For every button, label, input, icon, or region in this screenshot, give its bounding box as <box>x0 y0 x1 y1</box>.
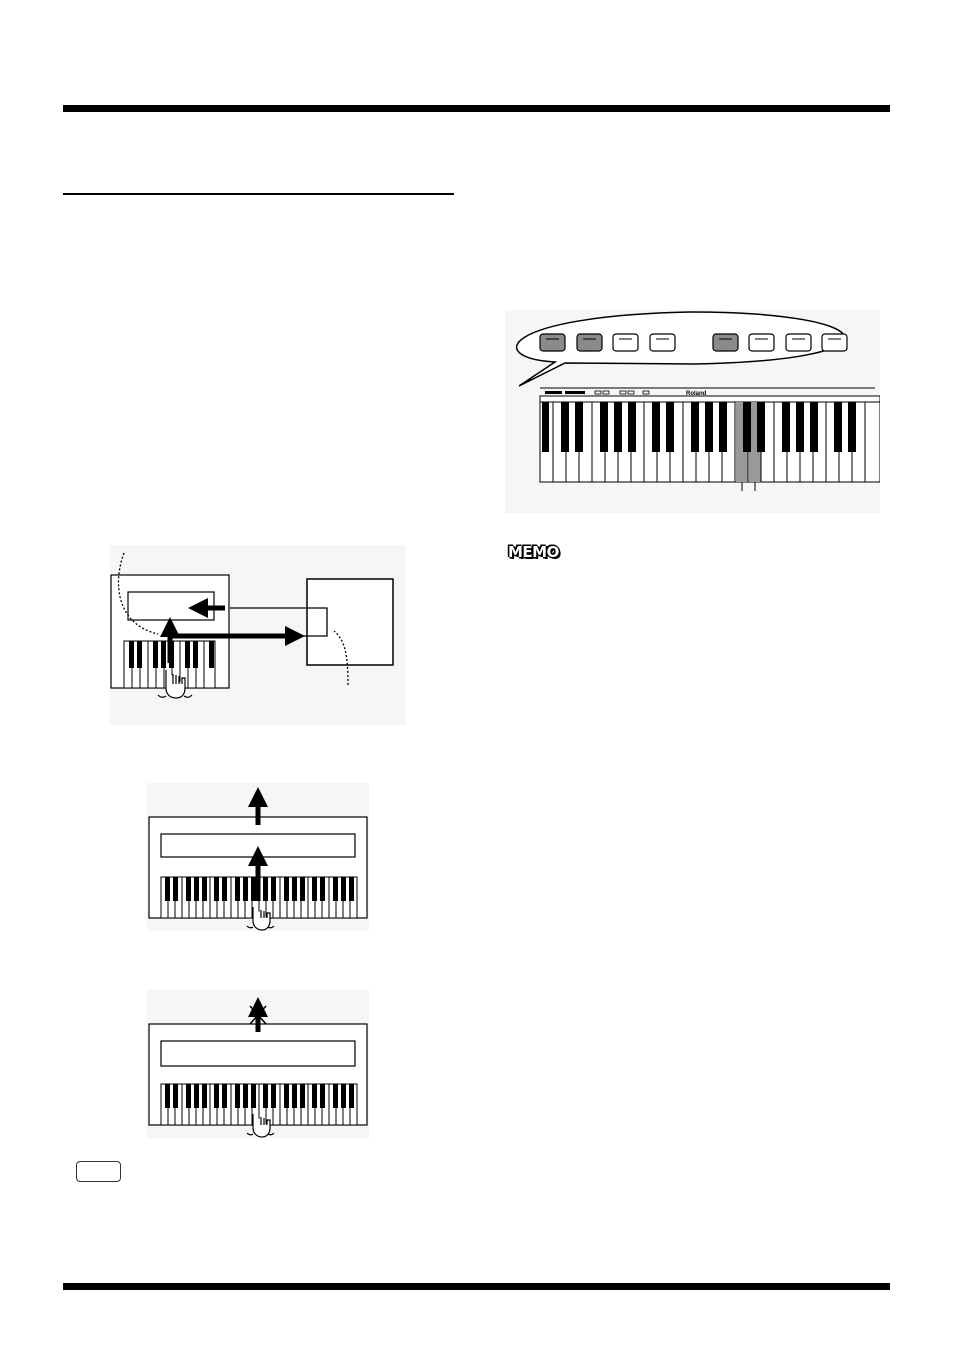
midi-flow-figure <box>110 545 406 725</box>
panel-button-8 <box>822 334 847 351</box>
panel-button-6 <box>749 334 774 351</box>
midi-flow-diagram <box>110 545 406 725</box>
panel-keyboard-figure <box>505 310 880 513</box>
panel-button-3 <box>613 334 638 351</box>
main-keyboard <box>540 402 880 491</box>
local-on-diagram <box>147 783 369 931</box>
panel-button-4 <box>650 334 675 351</box>
panel-button-2 <box>577 334 602 351</box>
local-off-diagram <box>147 990 369 1138</box>
panel-keyboard-illustration <box>505 310 880 513</box>
panel-button-5 <box>713 334 738 351</box>
local-off-figure <box>147 990 369 1138</box>
note-label-box <box>76 1161 121 1182</box>
brand-text: Roland <box>686 391 707 397</box>
bottom-rule <box>63 1283 890 1290</box>
external-module <box>307 579 393 665</box>
panel-button-1 <box>540 334 565 351</box>
section-heading-rule <box>63 193 454 195</box>
local-on-figure <box>147 783 369 931</box>
memo-icon <box>508 540 564 564</box>
memo-label: MEMO <box>508 543 559 561</box>
panel-button-7 <box>786 334 811 351</box>
top-rule <box>63 105 890 112</box>
